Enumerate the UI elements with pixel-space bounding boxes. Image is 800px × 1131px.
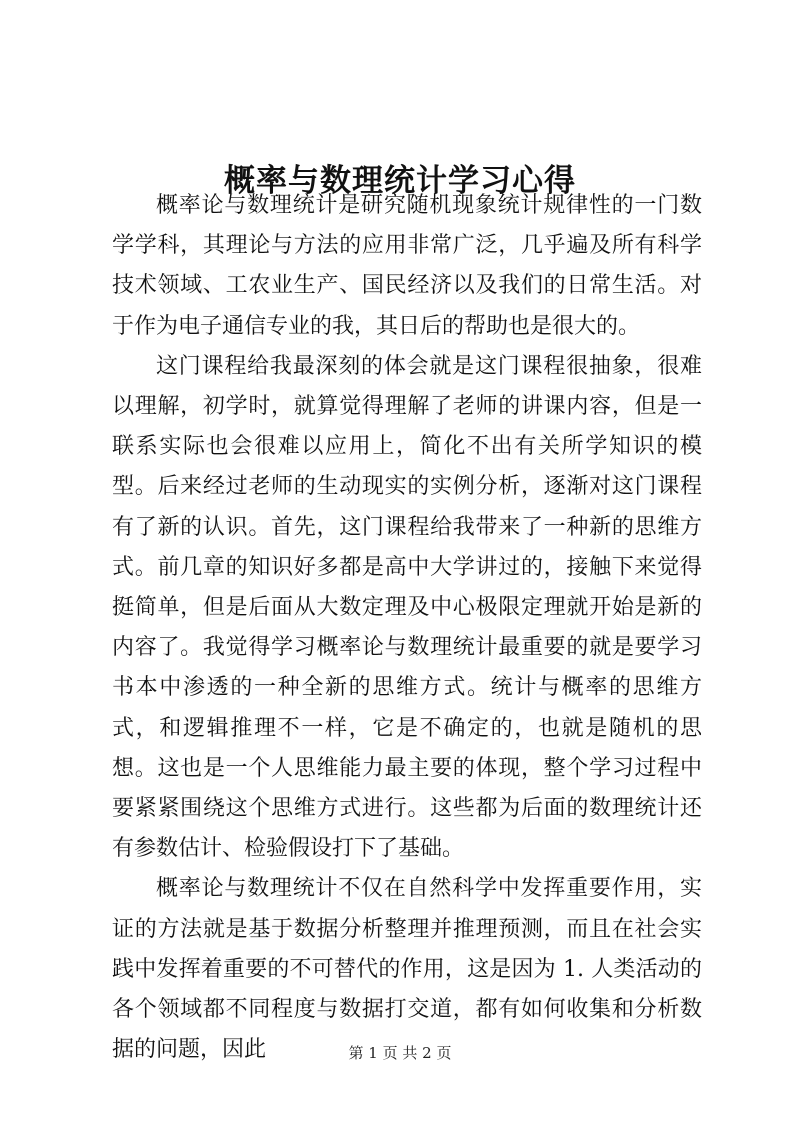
document-body (112, 186, 702, 1070)
paragraph-2: 这门课程给我最深刻的体会就是这门课程很抽象，很难以理解，初学时，就算觉得理解了老师的讲课内容，但是一联系实际也会很难以应用上，简化不出有关所学知识的模型。后来经过老师的生动现实的实例分析，逐渐对这门课程有了新的认识。首先，这门课程给我带来了一种新的思维方式。前几章的知识好多都是高中大学讲过的，接触下来觉得挺简单，但是后面从大数定理及中心极限定理就开始是新的内容了。我觉得学习概率论与数理统计最重要的就是要学习书本中渗透的一种全新的思维方式。统计与概率的思维方式，和逻辑推理不一样，它是不确定的，也就是随机的思想。这也是一个人思维能力最主要的体现，整个学习过程中要紧紧围绕这个思维方式进行。这些都为后面的数理统计还有参数估计、检验假设打下了基础。 (112, 353, 702, 862)
document-title: 概率与数理统计学习心得 (224, 162, 576, 199)
paragraph-1: 概率论与数理统计是研究随机现象统计规律性的一门数学学科，其理论与方法的应用非常广泛，几乎遍及所有科学技术领域、工农业生产、国民经济以及我们的日常生活。对于作为电子通信专业的我，其日后的帮助也是很大的。 (112, 193, 702, 339)
paragraph-3: 概率论与数理统计不仅在自然科学中发挥重要作用，实证的方法就是基于数据分析整理并推理预测，而且在社会实践中发挥着重要的不可替代的作用，这是因为 1. 人类活动的各个领域都不同程度与数据打交道，都有如何收集和分析数据的问题，因此 (112, 876, 702, 1063)
page-footer: 第 1 页 共 2 页 (348, 1044, 452, 1062)
